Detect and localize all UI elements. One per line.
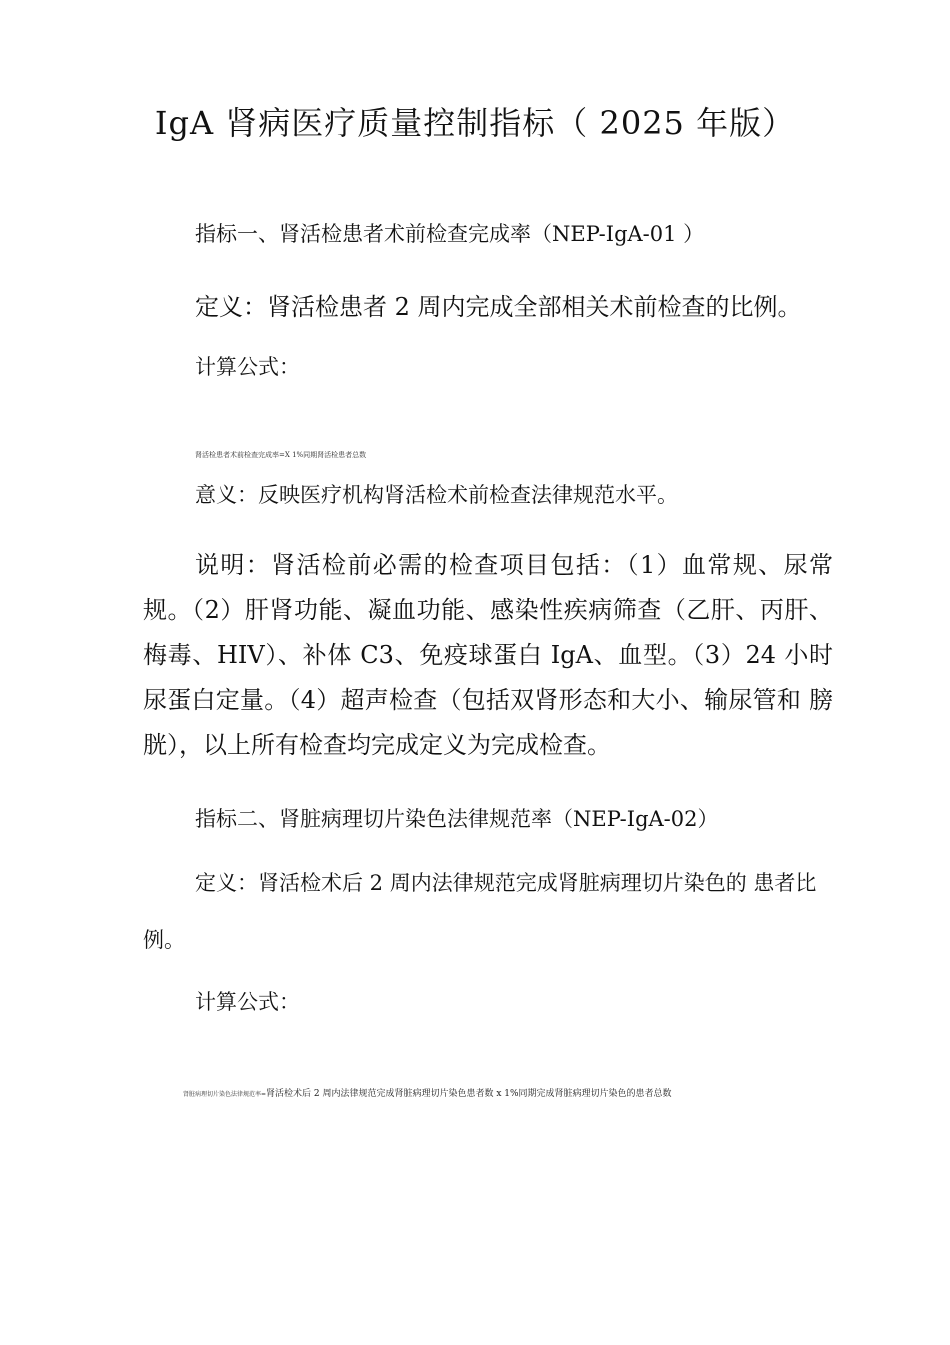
indicator2-formula-prefix: 肾脏病理切片染色法律规范率= bbox=[183, 1091, 267, 1098]
indicator1-note: 说明：肾活检前必需的检查项目包括：（1）血常规、尿常规。（2）肝肾功能、凝血功能、感染性疾病筛查（乙肝、丙肝、 梅毒、HIV）、补体 C3、免疫球蛋白 IgA、血型。（3）24 小时 尿蛋白定量。（4）超声检查（包括双肾形态和大小、输尿管和 膀胱），以上所有检查均完成定义为完成检查。 bbox=[143, 551, 833, 759]
document-title: IgA 肾病医疗质量控制指标（ 2025 年版） bbox=[154, 104, 796, 142]
indicator1-meaning: 意义：反映医疗机构肾活检术前检查法律规范水平。 bbox=[195, 483, 678, 507]
indicator1-formula-label: 计算公式： bbox=[195, 355, 300, 379]
indicator2-formula bbox=[183, 1081, 672, 1100]
indicator1-heading: 指标一、肾活检患者术前检查完成率（NEP-IgA-01 ） bbox=[195, 222, 705, 246]
indicator2-heading: 指标二、肾脏病理切片染色法律规范率（NEP-IgA-02） bbox=[195, 807, 719, 831]
indicator2-formula-text: 肾活检术后 2 周内法律规范完成肾脏病理切片染色患者数 x 1%同期完成肾脏病理切片染色的患者总数 bbox=[266, 1089, 672, 1099]
indicator2-definition: 定义：肾活检术后 2 周内法律规范完成肾脏病理切片染色的 患者比例。 bbox=[143, 871, 817, 952]
indicator1-definition: 定义：肾活检患者 2 周内完成全部相关术前检查的比例。 bbox=[195, 293, 802, 321]
indicator1-formula: 肾活检患者术前检查完成率=X 1%同期肾活检患者总数 bbox=[195, 451, 367, 459]
indicator2-formula-label: 计算公式： bbox=[195, 990, 300, 1014]
